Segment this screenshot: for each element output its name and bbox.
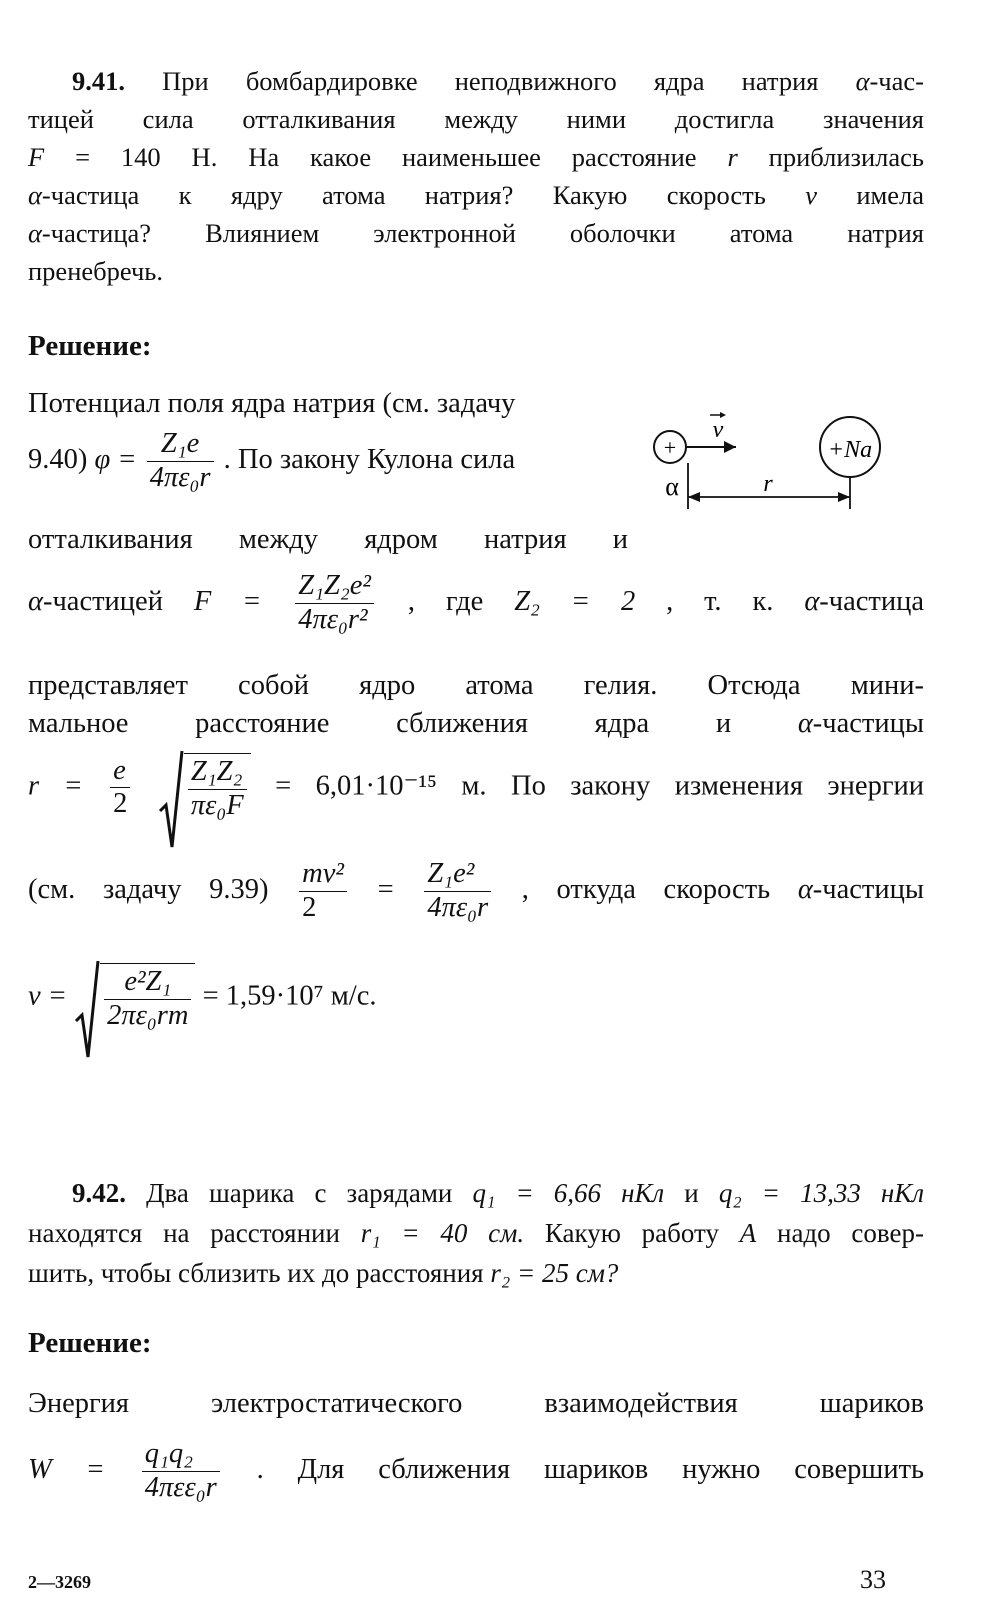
text: . По закону Кулона сила (223, 443, 516, 475)
text: представляет собой ядро атома гелия. Отсюда мини- (28, 670, 924, 701)
text: надо совер- (777, 1218, 924, 1248)
text: шить, чтобы сблизить их до расстояния (28, 1258, 484, 1288)
fraction-denominator: πε₀F (190, 789, 244, 821)
solution-line (28, 670, 924, 702)
problem-line (28, 256, 924, 287)
solution-line (28, 1388, 924, 1420)
velocity-label: v (712, 417, 724, 443)
text: По закону изменения энергии (510, 770, 925, 802)
q2-value: q₂ = 13,33 нКл (718, 1178, 925, 1208)
phi-symbol: φ = (94, 443, 137, 475)
solution-line (28, 524, 628, 556)
equals-sign: = (377, 873, 394, 905)
text: 9.40) (28, 443, 88, 475)
problem-number: 9.42. (72, 1178, 126, 1208)
text: -частица? Влиянием электронной оболочки атома натрия (41, 218, 924, 248)
alpha-symbol: α (28, 180, 42, 210)
alpha-charge-label: + (663, 435, 677, 460)
distance-arrow-right-icon (838, 492, 850, 502)
solution-line (28, 858, 924, 925)
r-value: = 6,01·10⁻¹⁵ м. (275, 770, 487, 802)
text: и (684, 1178, 699, 1208)
alpha-symbol: α (28, 585, 43, 617)
solution-line (28, 570, 924, 637)
text: = 140 Н. На какое наименьшее расстояние (75, 142, 697, 172)
force-symbol: F = (193, 585, 262, 617)
text: имела (856, 180, 925, 210)
potential-fraction (147, 428, 214, 495)
solution-line (28, 1438, 924, 1505)
r-fraction (110, 755, 130, 822)
text: При бомбардировке неподвижного ядра натрия (162, 66, 819, 96)
text: отталкивания между ядром натрия и (28, 524, 628, 555)
force-symbol: F (28, 142, 45, 172)
energy-fraction (142, 1438, 220, 1505)
r-symbol: r = (28, 770, 83, 802)
z2-value: Z₂ = 2 (514, 585, 636, 617)
alpha-symbol: α (855, 66, 870, 96)
coulomb-fraction (295, 570, 374, 637)
r-symbol: r (727, 142, 738, 172)
radical-sign-icon (158, 749, 184, 849)
problem-line (28, 180, 924, 211)
page-number: 33 (860, 1565, 886, 1594)
text: мальное расстояние сближения ядра и (28, 708, 732, 739)
solution-heading: Решение: (28, 1327, 152, 1359)
text: находятся на расстоянии (28, 1218, 340, 1248)
text: -частица к ядру атома натрия? Какую скорость (41, 180, 766, 210)
solution-line (28, 963, 924, 1033)
solution-line (28, 753, 924, 823)
fraction-numerator: mv² (299, 858, 347, 892)
r1-value: r₁ = 40 см. (360, 1218, 525, 1248)
problem-line (28, 1178, 924, 1209)
alpha-symbol: α (797, 873, 813, 905)
problem-line (28, 218, 924, 249)
problem-line (28, 1218, 924, 1249)
fraction-numerator: Z₁e (147, 428, 214, 462)
v-value: = 1,59·10⁷ м/с. (202, 980, 377, 1012)
text: Какую работу (544, 1218, 719, 1248)
alpha-symbol: α (28, 218, 42, 248)
fraction-denominator: 4πε₀r (149, 461, 211, 493)
text: , где (407, 585, 484, 617)
solution-line (28, 428, 628, 495)
fraction-numerator: e (110, 755, 130, 789)
text: , откуда скорость (521, 873, 771, 905)
fraction-numerator: Z₁Z₂e² (295, 570, 374, 604)
alpha-symbol: α (804, 585, 820, 617)
text: Энергия электростатического взаимодействия шариков (28, 1388, 924, 1419)
alpha-nucleus-diagram (640, 405, 900, 515)
nucleus-label: +Na (827, 437, 873, 463)
problem-line (28, 142, 924, 173)
text: -частицы (812, 708, 925, 739)
text: пренебречь. (28, 256, 164, 286)
solution-heading: Решение: (28, 330, 152, 362)
kinetic-energy-fraction (299, 858, 347, 925)
text: -частицей (42, 585, 163, 617)
print-code: 2—3269 (28, 1572, 91, 1592)
fraction-numerator: q₁q₂ (142, 1438, 220, 1472)
solution-line (28, 388, 628, 420)
v-symbol: v = (28, 980, 68, 1012)
text: . Для сближения шариков нужно совершить (256, 1453, 925, 1485)
fraction-denominator: 2 (113, 788, 128, 820)
text: Два шарика с зарядами (146, 1178, 453, 1208)
solution-line (28, 708, 924, 740)
fraction-denominator: 2πε₀rm (107, 999, 189, 1031)
problem-line (28, 66, 924, 97)
text: -частицы (812, 873, 925, 905)
square-root (158, 753, 251, 823)
work-symbol: A (739, 1218, 757, 1248)
fraction-numerator: Z₁Z₂ (188, 756, 247, 790)
text: -частица (819, 585, 925, 617)
alpha-label: α (665, 472, 679, 501)
fraction-denominator: 4πε₀r (427, 891, 489, 923)
text: (см. задачу 9.39) (28, 873, 269, 905)
fraction-numerator: Z₁e² (424, 858, 491, 892)
text: приблизилась (768, 142, 924, 172)
problem-line (28, 104, 924, 135)
r2-value: r₂ = 25 см? (490, 1258, 619, 1288)
text: Потенциал поля ядра натрия (см. задачу (28, 388, 516, 419)
fraction-denominator: 4πεε₀r (144, 1471, 217, 1503)
fraction-denominator: 2 (302, 891, 317, 923)
text: -час- (869, 66, 924, 96)
problem-line (28, 1258, 924, 1289)
distance-arrow-left-icon (688, 492, 700, 502)
text: , т. к. (666, 585, 774, 617)
q1-value: q₁ = 6,66 нКл (472, 1178, 665, 1208)
radical-sign-icon (74, 959, 100, 1059)
alpha-symbol: α (797, 708, 813, 739)
problem-number: 9.41. (72, 66, 125, 96)
velocity-arrowhead-icon (724, 441, 736, 453)
potential-energy-fraction (424, 858, 491, 925)
v-symbol: v (805, 180, 817, 210)
fraction-numerator: e²Z₁ (104, 966, 191, 1000)
square-root (74, 963, 195, 1033)
energy-symbol: W = (28, 1453, 105, 1485)
distance-label: r (763, 471, 773, 497)
text: тицей сила отталкивания между ними достигла значения (28, 104, 924, 134)
fraction-denominator: 4πε₀r² (298, 603, 368, 635)
